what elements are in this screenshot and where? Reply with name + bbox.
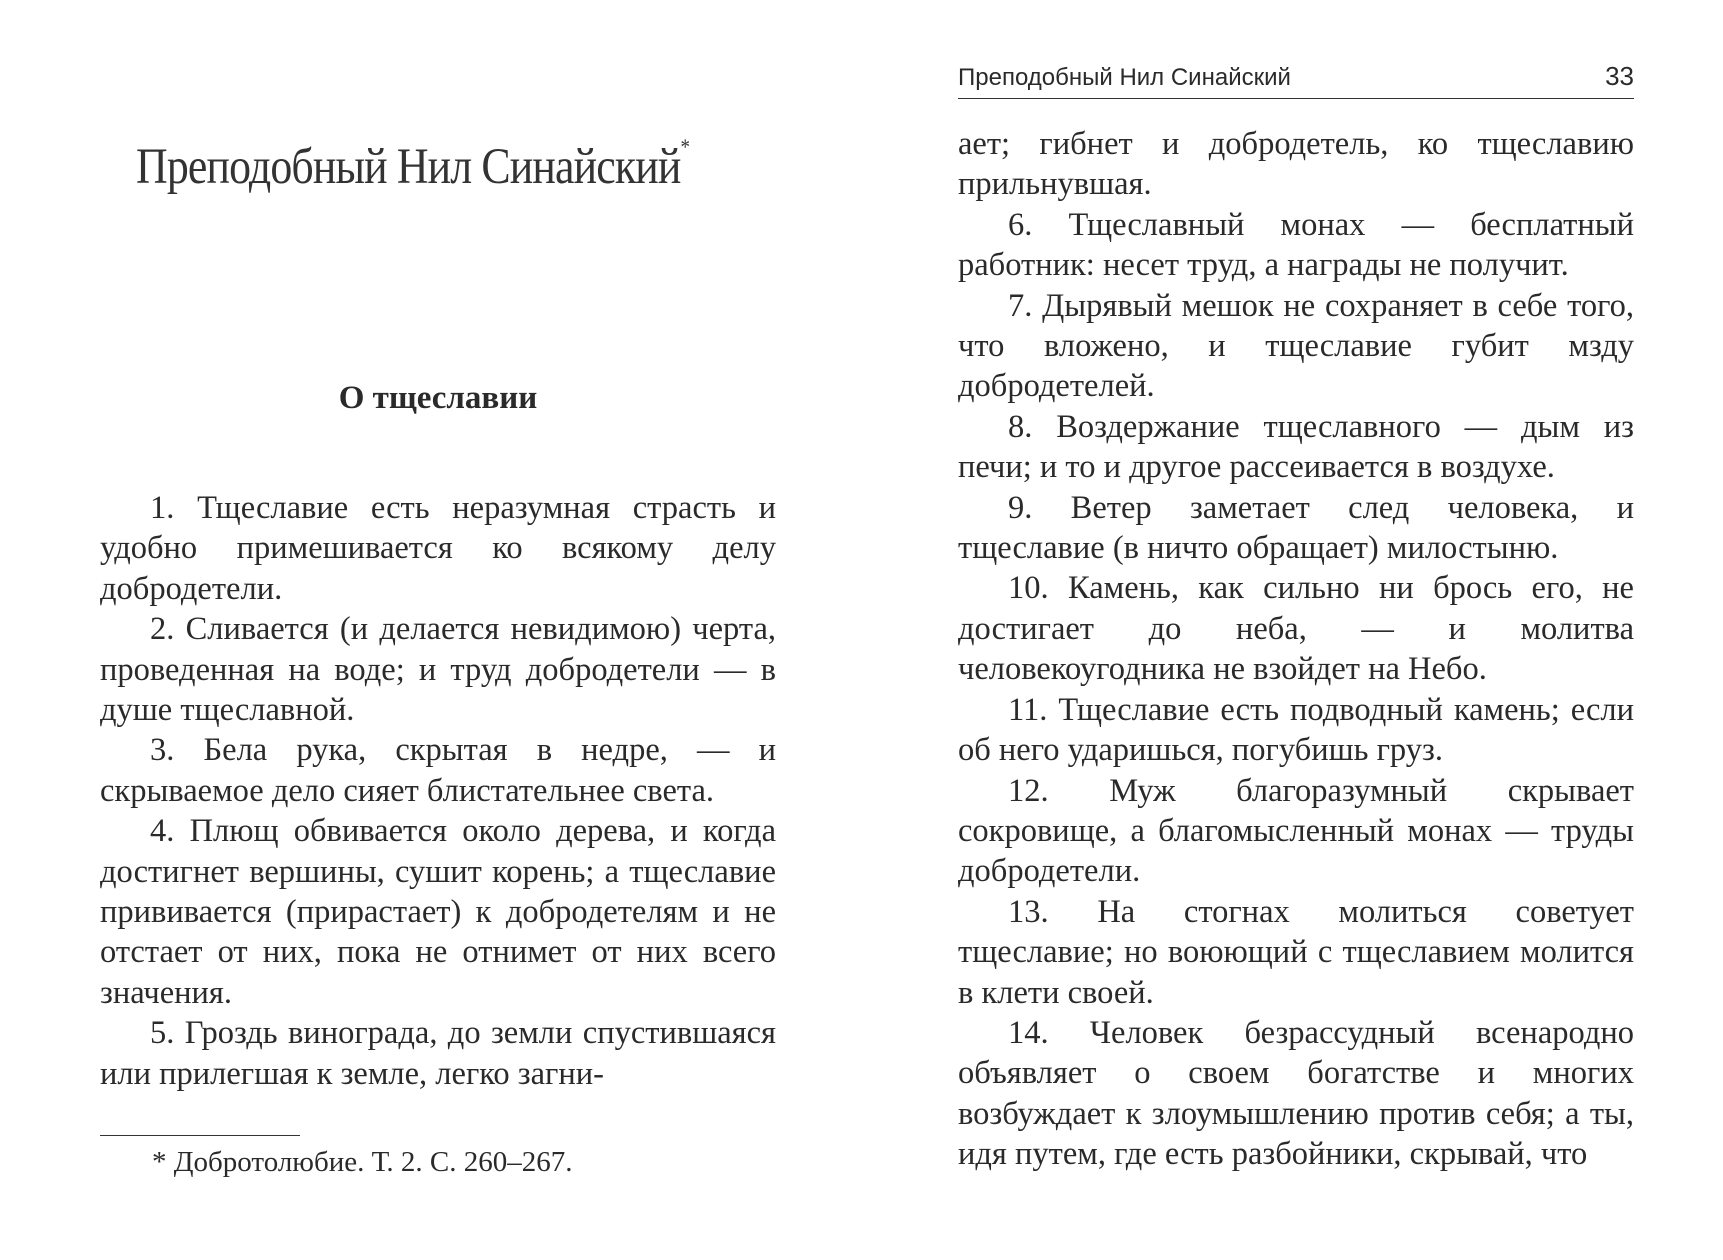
footnote-marker: * bbox=[680, 134, 690, 159]
paragraph-5: 5. Гроздь винограда, до земли спустившаяся или прилегшая к земле, легко загни- bbox=[100, 1015, 776, 1092]
footnote: * Добротолюбие. Т. 2. С. 260–267. bbox=[152, 1146, 573, 1178]
paragraph-3: 3. Бела рука, скрытая в недре, — и скрываемое дело сияет блистательнее света. bbox=[100, 732, 776, 809]
chapter-title-text: Преподобный Нил Синайский bbox=[136, 139, 681, 195]
paragraph-7: 7. Дырявый мешок не сохраняет в себе того, что вложено, и тщеславие губит мзду добродетелей. bbox=[958, 287, 1634, 405]
paragraph-6: 6. Тщеславный монах — бесплатный работник: несет труд, а награды не получит. bbox=[958, 206, 1634, 284]
paragraph-8: 8. Воздержание тщеславного — дым из печи; и то и другое рассеивается в воздухе. bbox=[958, 408, 1634, 486]
chapter-title bbox=[136, 134, 690, 196]
paragraph-13: 13. На стогнах молиться советует тщеславие; но воюющий с тщеславием молится в клети своей. bbox=[958, 893, 1634, 1011]
paragraph-14: 14. Человек безрассудный всенародно объявляет о своем богатстве и многих возбуждает к злоумышлению против себя; а ты, идя путем, где есть разбойники, скрывай, что bbox=[958, 1014, 1634, 1173]
running-title: Преподобный Нил Синайский bbox=[958, 64, 1291, 91]
page-number: 33 bbox=[1605, 61, 1634, 91]
footnote-divider bbox=[100, 1135, 300, 1136]
continuation-paragraph: ает; гибнет и добродетель, ко тщеславию прильнувшая. bbox=[958, 126, 1634, 203]
paragraph-10: 10. Камень, как сильно ни брось его, не достигает до неба, — и молитва человекоугодника не взойдет на Небо. bbox=[958, 570, 1634, 688]
paragraph-2: 2. Сливается (и делается невидимою) черта, проведенная на воде; и труд добродетели — в душе тщеславной. bbox=[100, 611, 776, 729]
paragraph-9: 9. Ветер заметает след человека, и тщеславие (в ничто обращает) милостыню. bbox=[958, 489, 1634, 567]
running-header bbox=[958, 56, 1634, 99]
left-body-text bbox=[100, 488, 776, 1094]
section-title: О тщеславии bbox=[338, 380, 538, 416]
right-body-text bbox=[958, 124, 1634, 1175]
paragraph-12: 12. Муж благоразумный скрывает сокровище, а благомысленный монах — труды добродетели. bbox=[958, 772, 1634, 890]
paragraph-1: 1. Тщеславие есть неразумная страсть и удобно примешивается ко всякому делу добродетели. bbox=[100, 490, 776, 607]
paragraph-4: 4. Плющ обвивается около дерева, и когда достигнет вершины, сушит корень; а тщеславие прививается (прирастает) к добродетелям и не отстает от них, пока не отнимет от них всего значения. bbox=[100, 813, 776, 1011]
paragraph-11: 11. Тщеславие есть подводный камень; если об него ударишься, погубишь груз. bbox=[958, 691, 1634, 769]
